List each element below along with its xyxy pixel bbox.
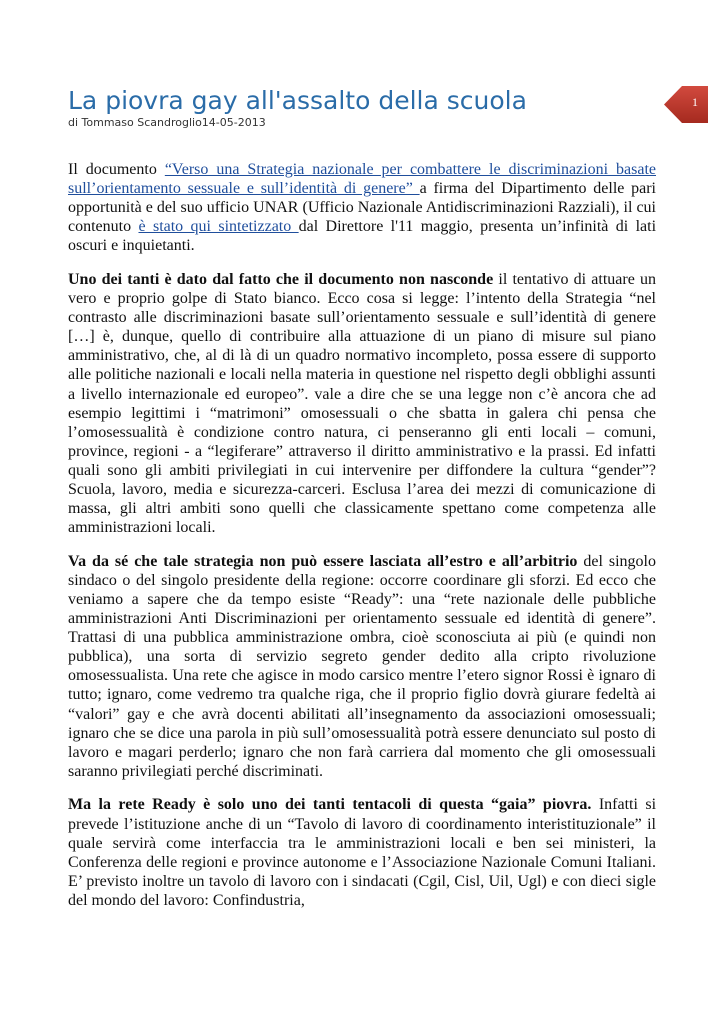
p1-text-2: a firma del Dipartimento delle pari opportunità e del suo ufficio UNAR (Ufficio Nazionale Antidiscriminazioni Razziali), il cui contenuto: [68, 180, 656, 236]
article-byline: di Tommaso Scandroglio14-05-2013: [68, 116, 266, 129]
page-number-badge: [664, 86, 708, 123]
strategy-document-link[interactable]: “Verso una Strategia nazionale per combattere le discriminazioni basate sull’orientamento sessuale e sull’identità di genere”: [68, 161, 656, 198]
p2-text: il tentativo di attuare un vero e proprio golpe di Stato bianco. Ecco cosa si legge: l’intento della Strategia “nel contrasto alle discriminazioni basate sull’orientamento sessuale e sull’identità di genere […] è, dunque, quello di contribuire alla attuazione di un piano di misure sul piano amministrativo, che, al di là di un quadro normativo incompleto, possa essere di supporto alle politiche nazionali e locali nella materia in questione nel rispetto degli obblighi assunti a livello internazionale ed europeo”. vale a dire che se una legge non c’è ancora che ad esempio legittimi i “matrimoni” omosessuali o che sbatta in galera chi pensa che l’omosessualità è condizione contro natura, ci penseranno gli enti locali – comuni, province, regioni - a “legiferare” attraverso il diritto amministrativo e la prassi. Ed infatti quali sono gli ambiti privilegiati in cui intervenire per diffondere la cultura “gender”? Scuola, lavoro, media e sicurezza-carceri. Esclusa l’area dei mezzi di comunicazione di massa, gli altri ambiti sono quelli che classicamente spettano come competenza alle amministrazioni locali.: [68, 270, 656, 537]
paragraph-1: [68, 160, 656, 255]
article-title: La piovra gay all'assalto della scuola: [68, 86, 527, 115]
article-body: [68, 160, 656, 924]
p1-text-1: Il documento: [68, 161, 165, 178]
p3-text: del singolo sindaco o del singolo presidente della regione: occorre coordinare gli sforzi. Ed ecco che veniamo a sapere che da tempo esiste “Ready”: una “rete nazionale delle pubbliche amministrazioni Anti Discriminazioni per orientamento sessuale ed identità di genere”. Trattasi di una pubblica amministrazione ombra, cioè sconosciuta ai più (e quindi non pubblica), una sorta di servizio segreto gender dedito alla cripto rivoluzione omosessualista. Una rete che agisce in modo carsico mentre l’etero signor Rossi è ignaro di tutto; ignaro, come vedremo tra qualche riga, che il proprio figlio dovrà giurare fedeltà ai “valori” gay e che avrà docenti abilitati all’insegnamento da associazioni omosessuali; ignaro che se dice una parola in più sull’omosessualità potrà essere denunciato sul posto di lavoro e magari perderlo; ignaro che non farà carriera dal momento che gli omosessuali saranno privilegiati perché discriminati.: [68, 552, 656, 780]
page-number: 1: [692, 95, 698, 109]
paragraph-3: [68, 552, 656, 781]
p4-lead: Ma la rete Ready è solo uno dei tanti tentacoli di questa “gaia” piovra.: [68, 796, 592, 814]
p4-text: Infatti si prevede l’istituzione anche di un “Tavolo di lavoro di coordinamento interistituzionale” il quale servirà come interfaccia tra le amministrazioni locali e ben sei ministeri, la Conferenza delle regioni e province autonome e l’Associazione Nazionale Comuni Italiani. E’ previsto inoltre un tavolo di lavoro con i sindacati (Cgil, Cisl, Uil, Ugl) e con dieci sigle del mondo del lavoro: Confindustria,: [68, 796, 657, 909]
p3-lead: Va da sé che tale strategia non può essere lasciata all’estro e all’arbitrio: [68, 552, 578, 570]
p2-lead: Uno dei tanti è dato dal fatto che il documento non nasconde: [68, 270, 494, 288]
p1-text-3: dal Direttore l'11 maggio, presenta un’infinità di lati oscuri e inquietanti.: [68, 218, 657, 255]
paragraph-2: [68, 270, 656, 537]
paragraph-4: [68, 795, 656, 910]
summary-link[interactable]: è stato qui sintetizzato: [138, 218, 299, 236]
